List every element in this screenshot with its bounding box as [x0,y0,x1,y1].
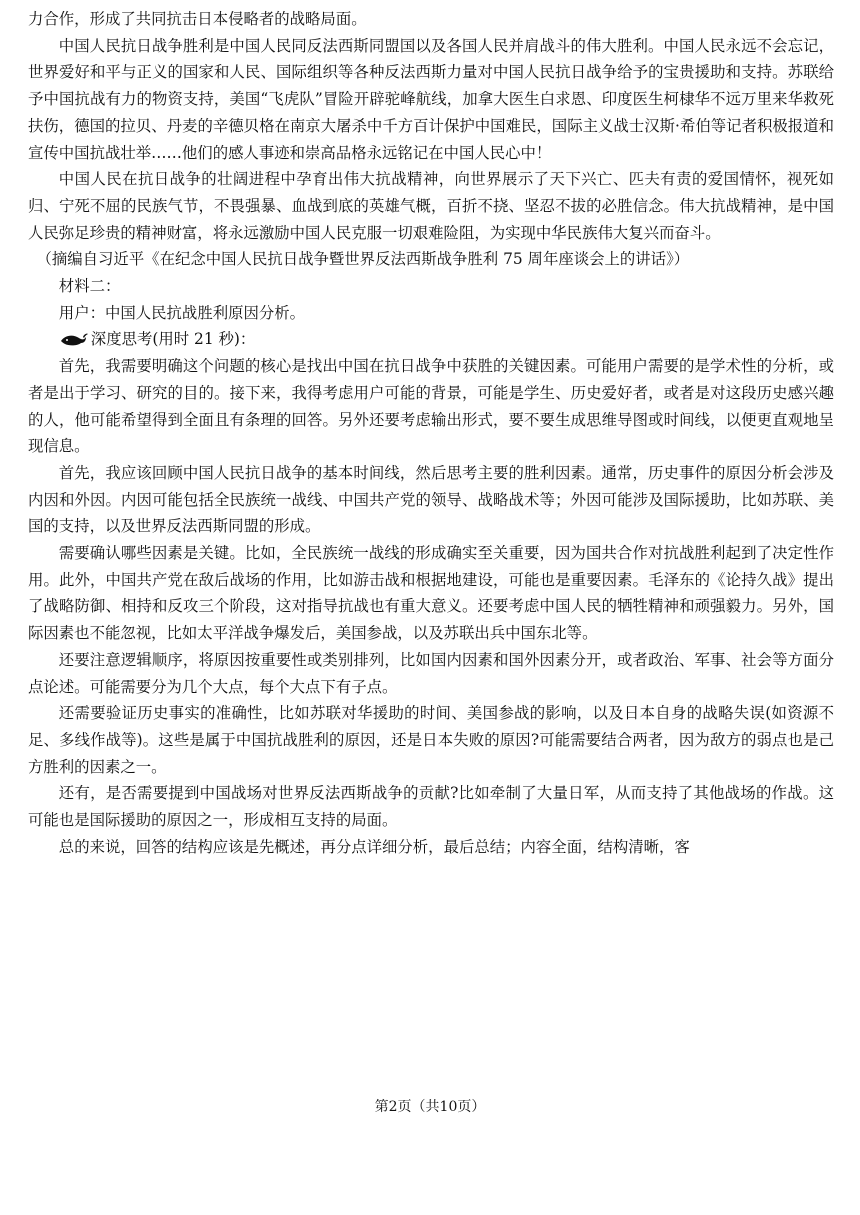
paragraph: 总的来说，回答的结构应该是先概述，再分点详细分析，最后总结；内容全面，结构清晰，客 [58,837,690,856]
paragraph: 还有，是否需要提到中国战场对世界反法西斯战争的贡献?比如牵制了大量日军，从而支持了其他战场的作战。这可能也是国际援助的原因之一，形成相互支持的局面。 [28,784,834,830]
paragraph: 还需要验证历史事实的准确性，比如苏联对华援助的时间、美国参战的影响，以及日本自身的战略失误(如资源不足、多线作战等)。这些是属于中国抗战胜利的原因，还是日本失败的原因?可能需要结合两者，因为敌方的弱点也是己方胜利的因素之一。 [28,704,834,776]
whale-logo-icon [59,332,89,348]
paragraph: 首先，我应该回顾中国人民抗日战争的基本时间线，然后思考主要的胜利因素。通常，历史事件的原因分析会涉及内因和外因。内因可能包括全民族统一战线、中国共产党的领导、战略战术等；外因可能涉及国际援助，比如苏联、美国的支持，以及世界反法西斯同盟的形成。 [28,463,834,536]
citation: （摘编自习近平《在纪念中国人民抗日战争暨世界反法西斯战争胜利 75 周年座谈会上的讲话》） [36,250,690,269]
deep-thinking-header [28,326,834,353]
paragraph: 力合作，形成了共同抗击日本侵略者的战略局面。 [28,10,367,28]
material-heading: 材料二： [58,277,121,296]
document-body [28,6,834,861]
paragraph: 中国人民抗日战争胜利是中国人民同反法西斯同盟国以及各国人民并肩战斗的伟大胜利。中国人民永远不会忘记，世界爱好和平与正义的国家和人民、国际组织等各种反法西斯力量对中国人民抗日战争给予的宝贵援助和支持。苏联给予中国抗战有力的物资支持，美国“飞虎队”冒险开辟驼峰航线，加拿大医生白求恩、印度医生柯棣华不远万里来华救死扶伤，德国的拉贝、丹麦的辛德贝格在南京大屠杀中千方百计保护中国难民，国际主义战士汉斯·希伯等记者积极报道和宣传中国抗战壮举……他们的感人事迹和崇高品格永远铭记在中国人民心中！ [28,36,834,162]
user-prompt: 用户：中国人民抗战胜利原因分析。 [58,303,306,322]
paragraph: 中国人民在抗日战争的壮阔进程中孕育出伟大抗战精神，向世界展示了天下兴亡、匹夫有责的爱国情怀，视死如归、宁死不屈的民族气节，不畏强暴、血战到底的英雄气概，百折不挠、坚忍不拔的必胜信念。伟大抗战精神，是中国人民弥足珍贵的精神财富，将永远激励中国人民克服一切艰难险阻，为实现中华民族伟大复兴而奋斗。 [28,170,834,242]
page-footer: 第2页（共10页） [374,1099,486,1115]
paragraph: 首先，我需要明确这个问题的核心是找出中国在抗日战争中获胜的关键因素。可能用户需要的是学术性的分析，或者是出于学习、研究的目的。接下来，我得考虑用户可能的背景，可能是学生、历史爱好者，或者是对这段历史感兴趣的人，他可能希望得到全面且有条理的回答。另外还要考虑输出形式，要不要生成思维导图或时间线，以便更直观地呈现信息。 [28,357,834,456]
paragraph: 还要注意逻辑顺序，将原因按重要性或类别排列，比如国内因素和国外因素分开，或者政治、军事、社会等方面分点论述。可能需要分为几个大点，每个大点下有子点。 [28,650,834,696]
paragraph: 需要确认哪些因素是关键。比如，全民族统一战线的形成确实至关重要，因为国共合作对抗战胜利起到了决定性作用。此外，中国共产党在敌后战场的作用，比如游击战和根据地建设，可能也是重要因素。毛泽东的《论持久战》提出了战略防御、相持和反攻三个阶段，这对指导抗战也有重大意义。还要考虑中国人民的牺牲精神和顽强毅力。另外，国际因素也不能忽视，比如太平洋战争爆发后，美国参战，以及苏联出兵中国东北等。 [28,544,834,643]
deep-thinking-label: 深度思考(用时 21 秒)： [90,330,256,349]
